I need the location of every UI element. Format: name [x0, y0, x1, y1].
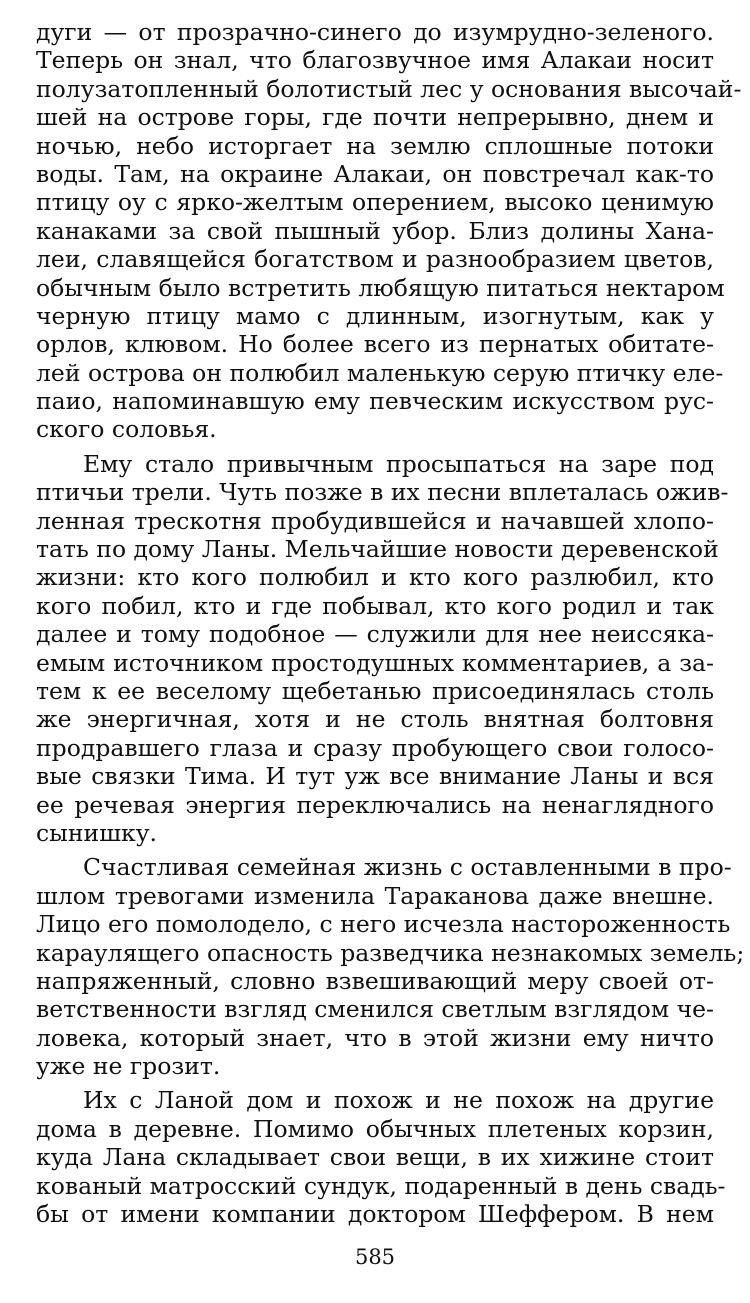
text-line: обычным было встретить любящую питаться нектаром	[36, 273, 725, 302]
text-line: ловека, который знает, что в этой жизни ему ничто	[36, 1023, 714, 1052]
text-line: сынишку.	[36, 818, 158, 847]
text-line: тем к ее веселому щебетанью присоединялась столь	[36, 676, 714, 705]
text-line: воды. Там, на окраине Алакаи, он повстречал как-то	[36, 159, 714, 188]
text-line: далее и тому подобное — служили для нее неиссяка-	[36, 620, 714, 649]
text-line: лей острова он полюбил маленькую серую птичку еле-	[36, 358, 724, 387]
text-line: емым источником простодушных комментариев, а за-	[36, 648, 714, 677]
paragraph-3	[36, 853, 745, 1081]
text-line: птичьи трели. Чуть позже в их песни вплеталась ожив-	[36, 478, 729, 507]
text-line: ветственности взгляд сменился светлым взглядом че-	[36, 995, 714, 1024]
text-line: шей на острове горы, где почти непрерывно, днем и	[36, 103, 714, 132]
text-line: тать по дому Ланы. Мельчайшие новости деревенской	[36, 535, 719, 564]
text-line: бы от имени компании доктором Шеффером. В нем	[36, 1200, 714, 1229]
text-line: Их с Ланой дом и похож и не похож на другие	[83, 1086, 714, 1115]
text-line: напряженный, словно взвешивающий меру своей от-	[36, 966, 714, 995]
text-line: птицу оу с ярко-желтым оперением, высоко ценимую	[36, 188, 714, 217]
text-line: вые связки Тима. И тут уж все внимание Ланы и вся	[36, 762, 714, 791]
text-line: кого побил, кто и где побывал, кто кого родил и так	[36, 591, 714, 620]
text-line: дома в деревне. Помимо обычных плетеных корзин,	[36, 1114, 714, 1143]
text-line: куда Лана складывает свои вещи, в их хижине стоит	[36, 1143, 714, 1172]
paragraph-1	[36, 18, 742, 444]
text-line: ленная трескотня пробудившейся и начавшей хлопо-	[36, 506, 714, 535]
text-line: же энергичная, хотя и не столь внятная болтовня	[36, 705, 714, 734]
text-line: уже не грозит.	[36, 1052, 221, 1081]
text-line: черную птицу мамо с длинным, изогнутым, как у	[36, 301, 714, 330]
text-line: шлом тревогами изменила Тараканова даже внешне.	[36, 881, 714, 910]
text-line: Ему стало привычным просыпаться на заре под	[83, 449, 714, 478]
text-line: жизни: кто кого полюбил и кто кого разлюбил, кто	[36, 563, 714, 592]
text-line: паио, напоминавшую ему певческим искусством рус-	[36, 387, 714, 416]
text-line: полузатопленный болотистый лес у основания высочай-	[36, 74, 742, 103]
text-line: дуги — от прозрачно-синего до изумрудно-зеленого.	[36, 18, 714, 46]
paragraph-2	[36, 449, 729, 847]
page-text	[36, 18, 745, 1234]
text-line: ночью, небо исторгает на землю сплошные потоки	[36, 131, 714, 160]
text-line: кованый матросский сундук, подаренный в день свадь-	[36, 1171, 726, 1200]
paragraph-4	[36, 1086, 726, 1229]
text-line: леи, славящейся богатством и разнообразием цветов,	[36, 245, 714, 274]
text-line: ее речевая энергия переключались на ненаглядного	[36, 790, 714, 819]
text-line: ского соловья.	[36, 415, 217, 444]
text-line: орлов, клювом. Но более всего из пернатых обитате-	[36, 330, 714, 359]
text-line: Лицо его помолодело, с него исчезла настороженность	[36, 910, 731, 939]
text-line: продравшего глаза и сразу пробующего свои голосо-	[36, 733, 714, 762]
text-line: Счастливая семейная жизнь с оставленными в про-	[83, 853, 732, 882]
text-line: Теперь он знал, что благозвучное имя Алакаи носит	[36, 46, 714, 75]
text-line: канаками за свой пышный убор. Близ долины Хана-	[36, 216, 714, 245]
page-number: 585	[354, 1245, 396, 1269]
text-line: караулящего опасность разведчика незнакомых земель;	[36, 938, 745, 967]
